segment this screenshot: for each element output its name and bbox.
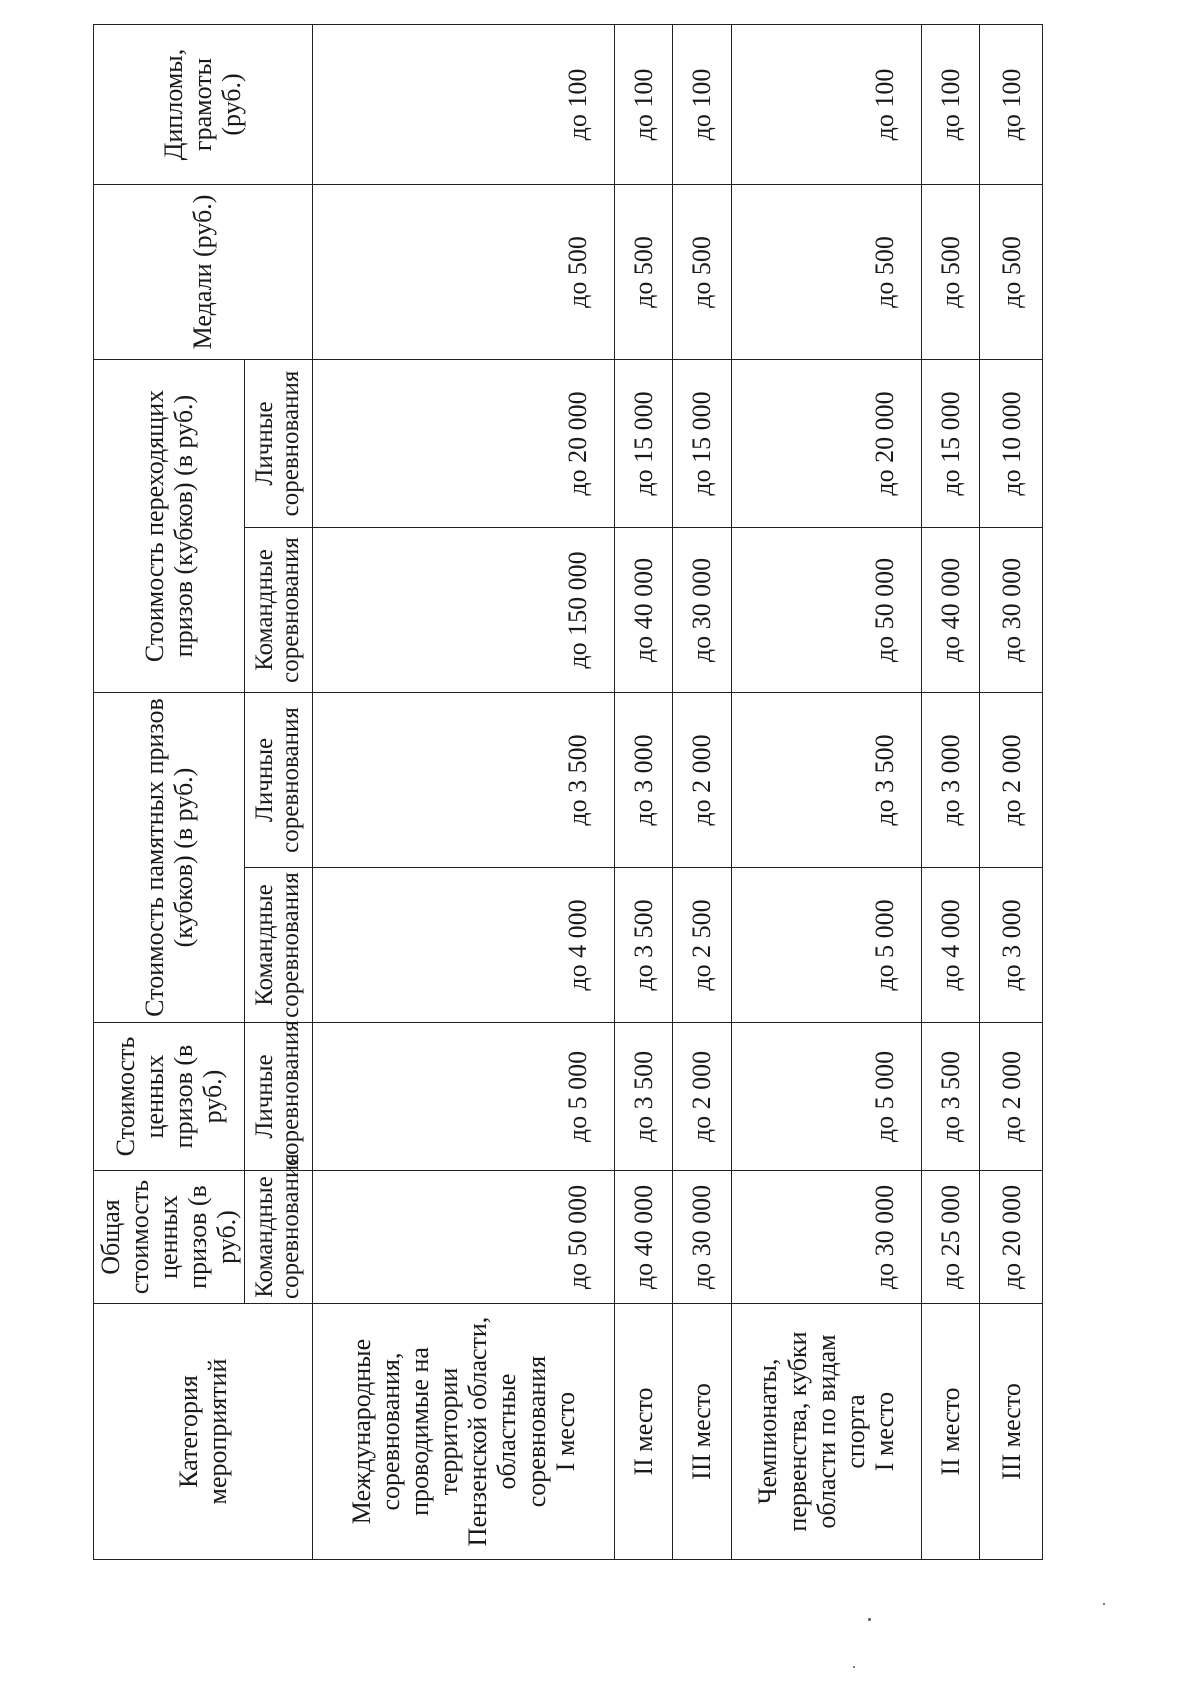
place-label: III место [673,1304,731,1560]
subheader-memorial-team: Командные соревнования [244,868,312,1023]
total-team-value: до 40 000 [615,1171,673,1304]
header-total-value: Общая стоимость ценных призов (в руб.) [94,1171,245,1304]
memorial-individual-value: до 3 500 [312,692,614,867]
memorial-team-value: до 4 000 [921,868,979,1023]
medals-value: до 500 [731,184,921,359]
category-cell [731,1304,921,1560]
header-diplomas: Дипломы, грамоты (руб.) [94,24,313,184]
memorial-team-value: до 3 000 [980,868,1043,1023]
category-cell [312,1304,614,1560]
diplomas-value: до 100 [673,24,731,184]
memorial-team-value: до 4 000 [312,868,614,1023]
prize-cost-table [93,24,1043,1560]
header-medals: Медали (руб.) [94,184,313,359]
memorial-individual-value: до 2 000 [673,692,731,867]
medals-value: до 500 [673,184,731,359]
diplomas-value: до 100 [731,24,921,184]
table-row [615,24,673,1559]
subheader-valuable-individual: Личные соревнования [244,1023,312,1171]
total-team-value: до 50 000 [312,1171,614,1304]
challenge-team-value: до 30 000 [980,527,1043,692]
diplomas-value: до 100 [921,24,979,184]
challenge-team-value: до 40 000 [615,527,673,692]
medals-value: до 500 [312,184,614,359]
valuable-individual-value: до 2 000 [980,1023,1043,1171]
memorial-individual-value: до 3 500 [731,692,921,867]
scan-speck [868,1618,871,1621]
header-valuable-prizes: Стоимость ценных призов (в руб.) [94,1023,245,1171]
challenge-individual-value: до 10 000 [980,359,1043,527]
challenge-individual-value: до 15 000 [921,359,979,527]
medals-value: до 500 [921,184,979,359]
place-label: II место [615,1304,673,1560]
subheader-memorial-individual: Личные соревнования [244,692,312,867]
category-label: Чемпионаты, первенства, кубки области по видам спорта [753,1331,870,1532]
scan-speck [1103,1603,1105,1605]
challenge-team-value: до 40 000 [921,527,979,692]
table-row [312,24,614,1559]
medals-value: до 500 [980,184,1043,359]
memorial-individual-value: до 2 000 [980,692,1043,867]
header-challenge-prizes: Стоимость переходящих призов (кубков) (в руб.) [94,359,245,692]
challenge-team-value: до 30 000 [673,527,731,692]
subheader-total-team: Командные соревнования [244,1171,312,1304]
category-label: Международные соревнования, проводимые на территории Пензенской области, областные соревнования [346,1316,551,1547]
place-label: I место [550,1391,580,1472]
valuable-individual-value: до 2 000 [673,1023,731,1171]
table-row [673,24,731,1559]
memorial-team-value: до 3 500 [615,868,673,1023]
place-label: III место [980,1304,1043,1560]
header-memorial-prizes: Стоимость памятных призов (кубков) (в руб.) [94,692,245,1022]
subheader-challenge-team: Командные соревнования [244,527,312,692]
valuable-individual-value: до 5 000 [312,1023,614,1171]
place-label: I место [869,1391,899,1472]
table-row [980,24,1043,1559]
challenge-individual-value: до 15 000 [615,359,673,527]
valuable-individual-value: до 3 500 [921,1023,979,1171]
total-team-value: до 30 000 [731,1171,921,1304]
diplomas-value: до 100 [615,24,673,184]
rotated-table-frame [93,25,1043,1560]
memorial-individual-value: до 3 000 [921,692,979,867]
total-team-value: до 25 000 [921,1171,979,1304]
challenge-team-value: до 50 000 [731,527,921,692]
subheader-challenge-individual: Личные соревнования [244,359,312,527]
memorial-team-value: до 5 000 [731,868,921,1023]
table-row [731,24,921,1559]
total-team-value: до 30 000 [673,1171,731,1304]
table-row [921,24,979,1559]
memorial-individual-value: до 3 000 [615,692,673,867]
place-label: II место [921,1304,979,1560]
valuable-individual-value: до 5 000 [731,1023,921,1171]
challenge-team-value: до 150 000 [312,527,614,692]
medals-value: до 500 [615,184,673,359]
challenge-individual-value: до 20 000 [731,359,921,527]
diplomas-value: до 100 [312,24,614,184]
diplomas-value: до 100 [980,24,1043,184]
memorial-team-value: до 2 500 [673,868,731,1023]
valuable-individual-value: до 3 500 [615,1023,673,1171]
header-category: Категория мероприятий [94,1304,313,1560]
challenge-individual-value: до 15 000 [673,359,731,527]
challenge-individual-value: до 20 000 [312,359,614,527]
scan-speck [853,1666,855,1668]
total-team-value: до 20 000 [980,1171,1043,1304]
